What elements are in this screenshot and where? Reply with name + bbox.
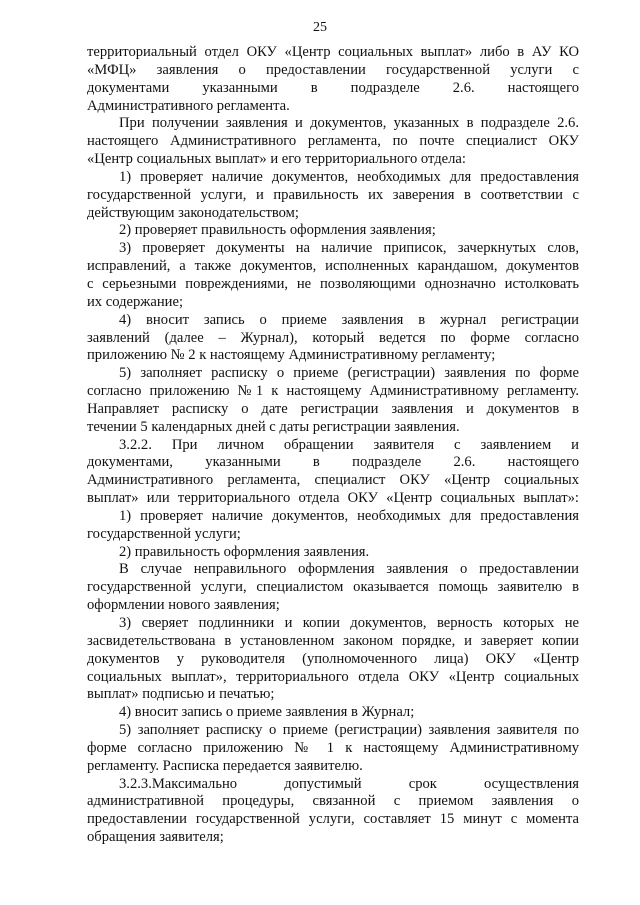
page-number: 25 bbox=[313, 20, 327, 35]
text-line: с серьезными повреждениями, не позволяющими однозначно истолковать bbox=[87, 275, 579, 292]
text-line: выплат» или территориального отдела ОКУ «Центр социальных выплат»: bbox=[87, 490, 579, 507]
text-line: оформлении нового заявления; bbox=[87, 597, 280, 614]
text-line: заявлений (далее – Журнал), который ведется по форме согласно bbox=[87, 329, 579, 346]
text-line: 5) заполняет расписку о приеме (регистрации) заявления по форме bbox=[119, 365, 579, 382]
text-line: 4) вносит запись о приеме заявления в журнал регистрации bbox=[119, 311, 579, 328]
text-line: «Центр социальных выплат» и его территориального отдела: bbox=[87, 151, 466, 168]
text-line: 1) проверяет наличие документов, необходимых для предоставления bbox=[119, 168, 579, 185]
text-line: согласно приложению №1 к настоящему Административному регламенту. bbox=[87, 383, 579, 400]
text-line: выплат» подписью и печатью; bbox=[87, 686, 275, 703]
text-line: государственной услуги; bbox=[87, 525, 241, 542]
text-line: исправлений, а также документов, исполненных карандашом, документов bbox=[87, 258, 579, 275]
text-line: административной процедуры, связанной с приемом заявления о bbox=[87, 793, 579, 810]
text-line: 1) проверяет наличие документов, необходимых для предоставления bbox=[119, 507, 579, 524]
text-line: документами указанными в подразделе 2.6. настоящего bbox=[87, 79, 579, 96]
text-line: Направляет расписку о дате регистрации заявления и документов в bbox=[87, 400, 579, 417]
text-line: засвидетельствована в установленном законом порядке, и заверяет копии bbox=[87, 632, 579, 649]
text-line: социальных выплат», территориального отдела ОКУ «Центр социальных bbox=[87, 668, 579, 685]
text-line: Административного регламента. bbox=[87, 97, 290, 114]
text-line: При получении заявления и документов, указанных в подразделе 2.6. bbox=[119, 115, 579, 132]
text-line: регламенту. Расписка передается заявителю. bbox=[87, 757, 363, 774]
text-line: документов у руководителя (уполномоченного лица) ОКУ «Центр bbox=[87, 650, 579, 667]
text-line: их содержание; bbox=[87, 293, 184, 310]
text-line: 5) заполняет расписку о приеме (регистрации) заявления заявителя по bbox=[119, 722, 579, 739]
text-line: государственной услуги, специалистом оказывается помощь заявителю в bbox=[87, 579, 579, 596]
text-line: 4) вносит запись о приеме заявления в Журнал; bbox=[119, 704, 415, 721]
text-line: 2) проверяет правильность оформления заявления; bbox=[119, 222, 436, 239]
document-body bbox=[87, 44, 579, 847]
text-line: «МФЦ» заявления о предоставлении государственной услуги с bbox=[87, 61, 579, 78]
text-line: Административного регламента, специалист ОКУ «Центр социальных bbox=[87, 472, 579, 489]
text-line: В случае неправильного оформления заявления о предоставлении bbox=[119, 561, 579, 578]
text-line: 3.2.2. При личном обращении заявителя с заявлением и bbox=[119, 436, 579, 453]
text-line: документами, указанными в подразделе 2.6. настоящего bbox=[87, 454, 579, 471]
text-line: 3) сверяет подлинники и копии документов, верность которых не bbox=[119, 615, 579, 631]
text-line: настоящего Административного регламента, по почте специалист ОКУ bbox=[87, 133, 579, 150]
text-line: 2) правильность оформления заявления. bbox=[119, 543, 370, 560]
text-line: обращения заявителя; bbox=[87, 829, 224, 846]
text-line: государственной услуги, и правильность их заверения в соответствии с bbox=[87, 186, 579, 203]
text-line: течении 5 календарных дней с даты регистрации заявления. bbox=[87, 418, 460, 435]
text-line: территориальный отдел ОКУ «Центр социальных выплат» либо в АУ КО bbox=[87, 44, 579, 60]
text-line: приложению № 2 к настоящему Административному регламенту; bbox=[87, 347, 496, 364]
text-line: 3) проверяет документы на наличие приписок, зачеркнутых слов, bbox=[119, 240, 579, 257]
text-line: действующим законодательством; bbox=[87, 204, 299, 221]
text-line: 3.2.3.Максимально допустимый срок осуществления bbox=[119, 775, 579, 792]
text-line: предоставлении государственной услуги, составляет 15 минут с момента bbox=[87, 811, 579, 828]
text-line: форме согласно приложению № 1 к настоящему Административному bbox=[87, 739, 579, 756]
